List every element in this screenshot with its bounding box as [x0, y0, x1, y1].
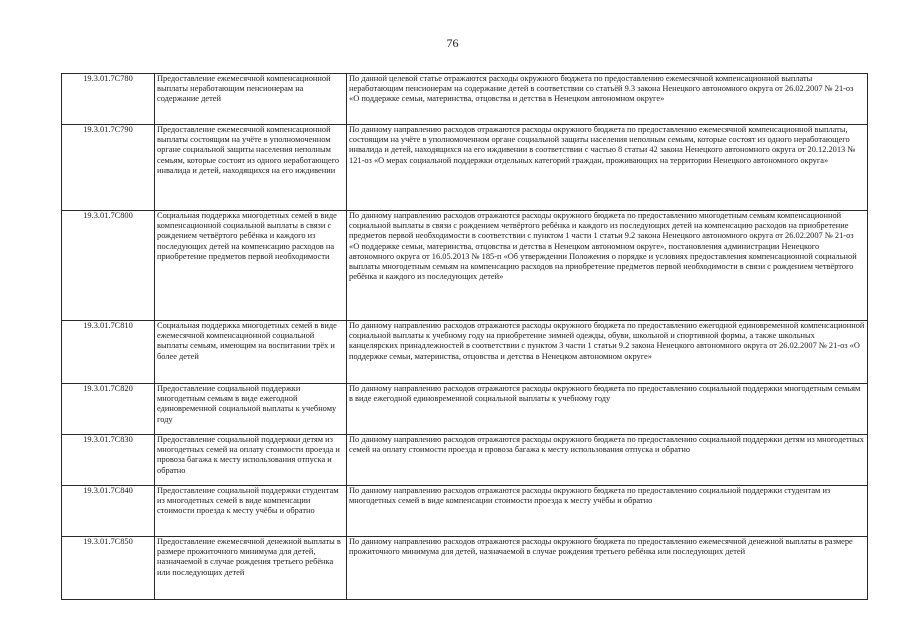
target-code: 19.3.01.7С820: [62, 384, 155, 435]
table-row: [62, 211, 868, 321]
table-row: [62, 537, 868, 600]
page-number: 76: [446, 36, 459, 50]
target-code: 19.3.01.7С810: [62, 321, 155, 384]
expense-name: Предоставление социальной поддержки студентам из многодетных семей в виде компенсации стоимости проезда к месту учёбы и обратно: [155, 486, 347, 537]
expense-description: По данному направлению расходов отражаются расходы окружного бюджета по предоставлению социальной поддержки многодетным семьям в виде ежегодной единовременной социальной выплаты к учебному году: [347, 384, 868, 435]
table-row: [62, 435, 868, 486]
expense-name: Социальная поддержка многодетных семей в виде компенсационной социальной выплаты в связи с рождением четвёртого ребёнка и каждого из последующих детей на компенсацию расходов на приобретение предметов первой необходимости: [155, 211, 347, 321]
table-row: [62, 74, 868, 125]
table-row: [62, 486, 868, 537]
target-code: 19.3.01.7С830: [62, 435, 155, 486]
expense-description: По данному направлению расходов отражаются расходы окружного бюджета по предоставлению ежемесячной компенсационной выплаты, состоящим на учёте в уполномоченном органе социальной защиты населения неполным семьям, которые состоят из одного неработающего инвалида и детей, находящихся на его иждивении в соответствии с частью 8 статьи 42 закона Ненецкого автономного округа от 20.12.2013 № 121-оз «О мерах социальной поддержки отдельных категорий граждан, проживающих на территории Ненецкого автономного округа»: [347, 125, 868, 211]
expense-name: Предоставление ежемесячной компенсационной выплаты неработающим пенсионерам на содержание детей: [155, 74, 347, 125]
target-code: 19.3.01.7С780: [62, 74, 155, 125]
target-code: 19.3.01.7С800: [62, 211, 155, 321]
table-row: [62, 384, 868, 435]
expense-name: Предоставление ежемесячной денежной выплаты в размере прожиточного минимума для детей, назначаемой в случае рождения третьего ребёнка или последующих детей: [155, 537, 347, 600]
expense-name: Социальная поддержка многодетных семей в виде ежемесячной компенсационной социальной выплаты семьям, имеющим на воспитании трёх и более детей: [155, 321, 347, 384]
budget-classification-table: [61, 73, 868, 600]
expense-description: По данному направлению расходов отражаются расходы окружного бюджета по предоставлению ежемесячной денежной выплаты в размере прожиточного минимума для детей, назначаемой в случае рождения третьего ребёнка или последующих детей: [347, 537, 868, 600]
expense-name: Предоставление ежемесячной компенсационной выплаты состоящим на учёте в уполномоченном органе социальной защиты населения неполным семьям, которые состоят из одного неработающего инвалида и детей, находящихся на его иждивении: [155, 125, 347, 211]
expense-name: Предоставление социальной поддержки детям из многодетных семей на оплату стоимости проезда и провоза багажа к месту использования отпуска и обратно: [155, 435, 347, 486]
expense-description: По данной целевой статье отражаются расходы окружного бюджета по предоставлению ежемесячной компенсационной выплаты неработающим пенсионерам на содержание детей в соответствии со статьёй 9.3 закона Ненецкого автономного округа от 26.02.2007 № 21-оз «О поддержке семьи, материнства, отцовства и детства в Ненецком автономном округе»: [347, 74, 868, 125]
expense-description: По данному направлению расходов отражаются расходы окружного бюджета по предоставлению социальной поддержки детям из многодетных семей на оплату стоимости проезда и провоза багажа к месту использования отпуска и обратно: [347, 435, 868, 486]
expense-description: По данному направлению расходов отражаются расходы окружного бюджета по предоставлению многодетным семьям компенсационной социальной выплаты в связи с рождением четвёртого ребёнка и каждого из последующих детей на компенсацию расходов на приобретение предметов первой необходимости в соответствии с пунктом 1 части 1 статьи 9.2 закона Ненецкого автономного округа от 26.02.2007 № 21-оз «О поддержке семьи, материнства, отцовства и детства в Ненецком автономном округе», постановления администрации Ненецкого автономного округа от 16.05.2013 № 185-п «Об утверждении Положения о порядке и условиях предоставления компенсационной социальной выплаты многодетным семьям на компенсацию расходов на приобретение предметов первой необходимости в связи с рождением четвёртого ребёнка и каждого из последующих детей»: [347, 211, 868, 321]
target-code: 19.3.01.7С790: [62, 125, 155, 211]
target-code: 19.3.01.7С840: [62, 486, 155, 537]
expense-description: По данному направлению расходов отражаются расходы окружного бюджета по предоставлению социальной поддержки студентам из многодетных семей в виде компенсации стоимости проезда к месту учёбы и обратно: [347, 486, 868, 537]
table-row: [62, 125, 868, 211]
table-row: [62, 321, 868, 384]
target-code: 19.3.01.7С850: [62, 537, 155, 600]
expense-name: Предоставление социальной поддержки многодетным семьям в виде ежегодной единовременной социальной выплаты к учебному году: [155, 384, 347, 435]
expense-description: По данному направлению расходов отражаются расходы окружного бюджета по предоставлению ежегодной единовременной компенсационной социальной выплаты к учебному году на приобретение зимней одежды, обуви, школьной и спортивной формы, а также школьных канцелярских принадлежностей в соответствии с пунктом 3 части 1 статьи 9.2 закона Ненецкого автономного округа от 26.02.2007 № 21-оз «О поддержке семьи, материнства, отцовства и детства в Ненецком автономном округе»: [347, 321, 868, 384]
